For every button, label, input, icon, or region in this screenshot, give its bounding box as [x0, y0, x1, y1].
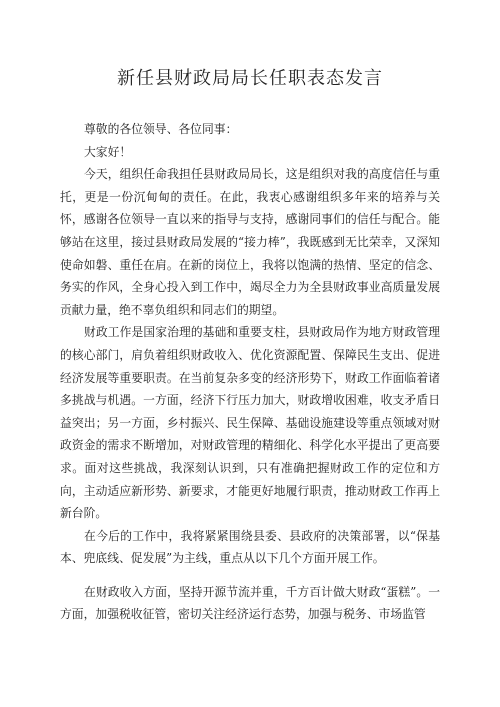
- document-body: [60, 118, 440, 626]
- paragraph-1: 今天，组织任命我担任县财政局局长，这是组织对我的高度信任与重托，更是一份沉甸甸的责任。在此，我衷心感谢组织多年来的培养与关怀，感谢各位领导一直以来的指导与支持，感谢同事们的信任与配合。能够站在这里，接过县财政局发展的“接力棒”，我既感到无比荣幸，又深知使命如磐、重任在肩。在新的岗位上，我将以饱满的热情、坚定的信念、务实的作风，全身心投入到工作中，竭尽全力为全县财政事业高质量发展贡献力量，绝不辜负组织和同志们的期望。: [60, 167, 440, 317]
- document-title: 新任县财政局局长任职表态发言: [117, 68, 383, 89]
- paragraph-2: 财政工作是国家治理的基础和重要支柱，县财政局作为地方财政管理的核心部门，肩负着组织财政收入、优化资源配置、保障民生支出、促进经济发展等重要职责。在当前复杂多变的经济形势下，财政工作面临着诸多挑战与机遇。一方面，经济下行压力加大，财政增收困难，收支矛盾日益突出；另一方面，乡村振兴、民生保障、基础设施建设等重点领域对财政资金的需求不断增加，对财政管理的精细化、科学化水平提出了更高要求。面对这些挑战，我深刻认识到，只有准确把握财政工作的定位和方向，主动适应新形势、新要求，才能更好地履行职责，推动财政工作再上新台阶。: [60, 325, 440, 521]
- greeting: 大家好！: [84, 144, 132, 159]
- paragraph-3: 在今后的工作中，我将紧紧围绕县委、县政府的决策部署，以“保基本、兜底线、促发展”为主线，重点从以下几个方面开展工作。: [60, 528, 440, 566]
- paragraph-4: 在财政收入方面，坚持开源节流并重，千方百计做大财政“蛋糕”。一方面，加强税收征管，密切关注经济运行态势，加强与税务、市场监管: [60, 584, 440, 622]
- salutation: 尊敬的各位领导、各位同事：: [84, 122, 238, 136]
